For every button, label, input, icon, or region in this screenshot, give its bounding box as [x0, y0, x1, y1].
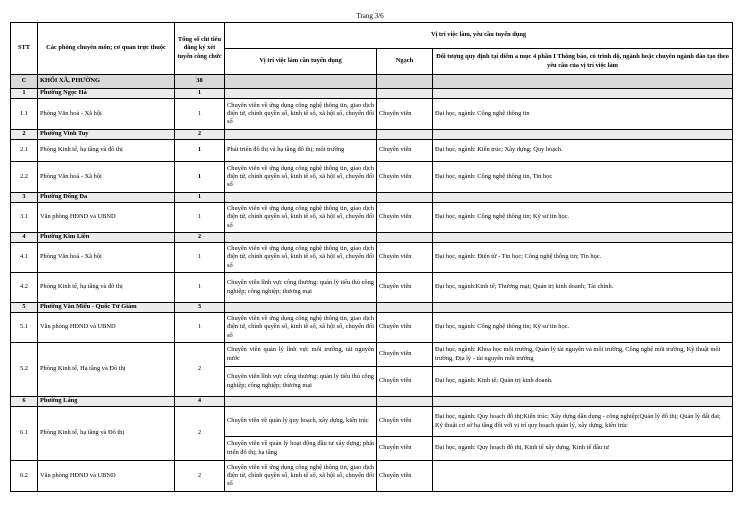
- row-requirement: Đại học, ngành: Quy hoạch đô thị;Kiến trúc; Xây dựng dân dụng - công nghiệp;Quản lý đô thị; Quản lý đất đai; Kỹ thuật cơ sở hạ tầng đối với vị trí quy hoạch quản lý, xây dựng, kiến trúc: [433, 407, 733, 437]
- row-rank: Chuyên viên: [377, 140, 433, 162]
- row-position: Chuyên viên về ứng dụng công nghệ thông tin, giao dịch điện tử, chính quyền số, kinh tế số, xã hội số, chuyển đổi số: [225, 313, 377, 343]
- group-name: Phường Kim Liên: [38, 233, 175, 243]
- row-total: 1: [175, 243, 225, 273]
- row-stt: 2.2: [11, 162, 38, 193]
- section-stt: C: [11, 75, 38, 89]
- table-row: [11, 273, 733, 303]
- group-row: [11, 130, 733, 140]
- row-position: Chuyên viên lĩnh vực công thương: quản lý tiểu thủ công nghiệp; công nghiệp; thương mại: [225, 367, 377, 397]
- group-name: Phường Đống Đa: [38, 193, 175, 203]
- table-row: [11, 203, 733, 233]
- table-row: [11, 313, 733, 343]
- group-total: 2: [175, 233, 225, 243]
- row-requirement: Đại học, ngành: Công nghệ thông tin: [433, 99, 733, 130]
- section-total: 38: [175, 75, 225, 89]
- row-stt: 1.1: [11, 99, 38, 130]
- row-stt: 5.1: [11, 313, 38, 343]
- row-total: 1: [175, 140, 225, 162]
- row-unit: Văn phòng HĐND và UBND: [38, 461, 175, 492]
- row-rank: Chuyên viên: [377, 162, 433, 193]
- row-rank: Chuyên viên: [377, 243, 433, 273]
- row-requirement: Đại học, ngành: Công nghệ thông tin; Kỹ sư tin học.: [433, 203, 733, 233]
- row-unit: Phòng Văn hoá - Xã hội: [38, 99, 175, 130]
- row-rank: Chuyên viên: [377, 461, 433, 492]
- table-row: [11, 162, 733, 193]
- row-total: 1: [175, 99, 225, 130]
- group-row: [11, 89, 733, 99]
- section-name: KHỐI XÃ, PHƯỜNG: [38, 75, 175, 89]
- group-stt: 1: [11, 89, 38, 99]
- row-total: 1: [175, 162, 225, 193]
- group-name: Phường Vĩnh Tuy: [38, 130, 175, 140]
- row-position: Chuyên viên về ứng dụng công nghệ thông tin, giao dịch điện tử, chính quyền số, kinh tế số, xã hội số, chuyển đổi số: [225, 203, 377, 233]
- table-row: [11, 343, 733, 367]
- row-requirement: [433, 461, 733, 492]
- row-requirement: Đại học, ngành: Điện tử - Tin học; Công nghệ thông tin; Tin học.: [433, 243, 733, 273]
- row-total: 2: [175, 407, 225, 461]
- header-stt: STT: [11, 23, 38, 75]
- table-row: [11, 140, 733, 162]
- table-row: [11, 407, 733, 437]
- row-stt: 6.1: [11, 407, 38, 461]
- header-group: Vị trí việc làm, yêu cầu tuyển dụng: [225, 23, 733, 49]
- group-total: 1: [175, 193, 225, 203]
- row-unit: Phòng Kinh tế, hạ tầng và đô thị: [38, 273, 175, 303]
- row-unit: Văn phòng HĐND và UBND: [38, 203, 175, 233]
- row-rank: Chuyên viên: [377, 313, 433, 343]
- group-row: [11, 303, 733, 313]
- table-row: [11, 99, 733, 130]
- row-unit: Phòng Kinh tế, hạ tầng và đô thị: [38, 140, 175, 162]
- row-position: Chuyên viên về ứng dụng công nghệ thông tin, giao dịch điện tử, chính quyền số, kinh tế số, xã hội số, chuyển đổi số: [225, 461, 377, 492]
- row-stt: 5.2: [11, 343, 38, 397]
- group-stt: 3: [11, 193, 38, 203]
- row-position: Chuyên viên về ứng dụng công nghệ thông tin, giao dịch điện tử, chính quyền số, kinh tế số, xã hội số, chuyển đổi số: [225, 243, 377, 273]
- group-total: 4: [175, 397, 225, 407]
- group-name: Phường Văn Miếu - Quốc Tử Giám: [38, 303, 175, 313]
- row-requirement: Đại học, ngành: Kiến trúc; Xây dựng; Quy hoạch.: [433, 140, 733, 162]
- section-row: [11, 75, 733, 89]
- row-rank: Chuyên viên: [377, 367, 433, 397]
- row-unit: Phòng Kinh tế, Hạ tầng và Đô thị: [38, 343, 175, 397]
- header-requirement: Đối tượng quy định tại điểm a mục 4 phần I Thông báo, có trình độ, ngành hoặc chuyên ngành đào tạo theo yêu cầu của vị trí việc làm: [433, 49, 733, 75]
- group-row: [11, 193, 733, 203]
- row-unit: Phòng Văn hoá - Xã hội: [38, 243, 175, 273]
- page-number: Trang 3/6: [356, 12, 384, 20]
- row-rank: Chuyên viên: [377, 203, 433, 233]
- row-requirement: Đại học, ngành: Công nghệ thông tin; Kỹ sư tin học.: [433, 313, 733, 343]
- group-total: 3: [175, 303, 225, 313]
- row-stt: 4.2: [11, 273, 38, 303]
- group-stt: 4: [11, 233, 38, 243]
- row-position: Chuyên viên quản lý lĩnh vực môi trường, tài nguyên nước: [225, 343, 377, 367]
- header-unit: Các phòng chuyên môn; cơ quan trực thuộc: [38, 23, 175, 75]
- row-rank: Chuyên viên: [377, 273, 433, 303]
- row-requirement: Đại học, ngành: Quy hoạch đô thị, Kinh tế xây dựng, Kinh tế đầu tư: [433, 437, 733, 461]
- row-requirement: Đại học, ngành: Kinh tế; Quản trị kinh doanh.: [433, 367, 733, 397]
- row-rank: Chuyên viên: [377, 99, 433, 130]
- row-rank: Chuyên viên: [377, 437, 433, 461]
- row-total: 1: [175, 273, 225, 303]
- row-stt: 3.1: [11, 203, 38, 233]
- row-rank: Chuyên viên: [377, 407, 433, 437]
- row-requirement: Đại học, ngành: Khoa học môi trường, Quản lý tài nguyên và môi trường, Công nghệ môi trường, Kỹ thuật môi trường, Địa lý - tài nguyên môi trường: [433, 343, 733, 367]
- row-total: 2: [175, 343, 225, 397]
- row-requirement: Đại học, ngành:Kinh tế; Thương mại; Quản trị kinh doanh; Tài chính.: [433, 273, 733, 303]
- row-position: Chuyên viên về ứng dụng công nghệ thông tin, giao dịch điện tử, chính quyền số, kinh tế số, xã hội số, chuyển đổi số: [225, 162, 377, 193]
- group-name: Phường Láng: [38, 397, 175, 407]
- row-total: 2: [175, 461, 225, 492]
- header-position: Vị trí việc làm cần tuyển dụng: [225, 49, 377, 75]
- row-requirement: Đại học, ngành: Công nghệ thông tin, Tin học: [433, 162, 733, 193]
- table-row: [11, 243, 733, 273]
- group-name: Phường Ngọc Hà: [38, 89, 175, 99]
- header-rank: Ngạch: [377, 49, 433, 75]
- row-position: Chuyên viên lĩnh vực công thương: quản lý tiểu thủ công nghiệp; công nghiệp; thương mại: [225, 273, 377, 303]
- row-position: Chuyên viên về ứng dụng công nghệ thông tin, giao dịch điện tử, chính quyền số, kinh tế số, xã hội số, chuyển đổi số: [225, 99, 377, 130]
- group-stt: 2: [11, 130, 38, 140]
- row-total: 1: [175, 313, 225, 343]
- row-unit: Phòng Kinh tế, hạ tầng và Đô thị: [38, 407, 175, 461]
- row-stt: 4.1: [11, 243, 38, 273]
- group-stt: 6: [11, 397, 38, 407]
- table-row: [11, 461, 733, 492]
- group-total: 2: [175, 130, 225, 140]
- group-stt: 5: [11, 303, 38, 313]
- group-row: [11, 233, 733, 243]
- header-total: Tổng số chỉ tiêu đăng ký xét tuyển công chức: [175, 23, 225, 75]
- row-position: Chuyên viên về quản lý quy hoạch, xây dựng, kiến trúc: [225, 407, 377, 437]
- group-row: [11, 397, 733, 407]
- row-position: Chuyên viên về quản lý hoạt động đầu tư xây dựng; phát triển đô thị; hạ tầng: [225, 437, 377, 461]
- row-unit: Phòng Văn hoá - Xã hội: [38, 162, 175, 193]
- row-stt: 6.2: [11, 461, 38, 492]
- row-total: 1: [175, 203, 225, 233]
- group-total: 1: [175, 89, 225, 99]
- row-rank: Chuyên viên: [377, 343, 433, 367]
- recruitment-table: [10, 22, 733, 492]
- row-position: Phát triển đô thị và hạ tầng đô thị; môi trường: [225, 140, 377, 162]
- row-stt: 2.1: [11, 140, 38, 162]
- row-unit: Văn phòng HĐND và UBND: [38, 313, 175, 343]
